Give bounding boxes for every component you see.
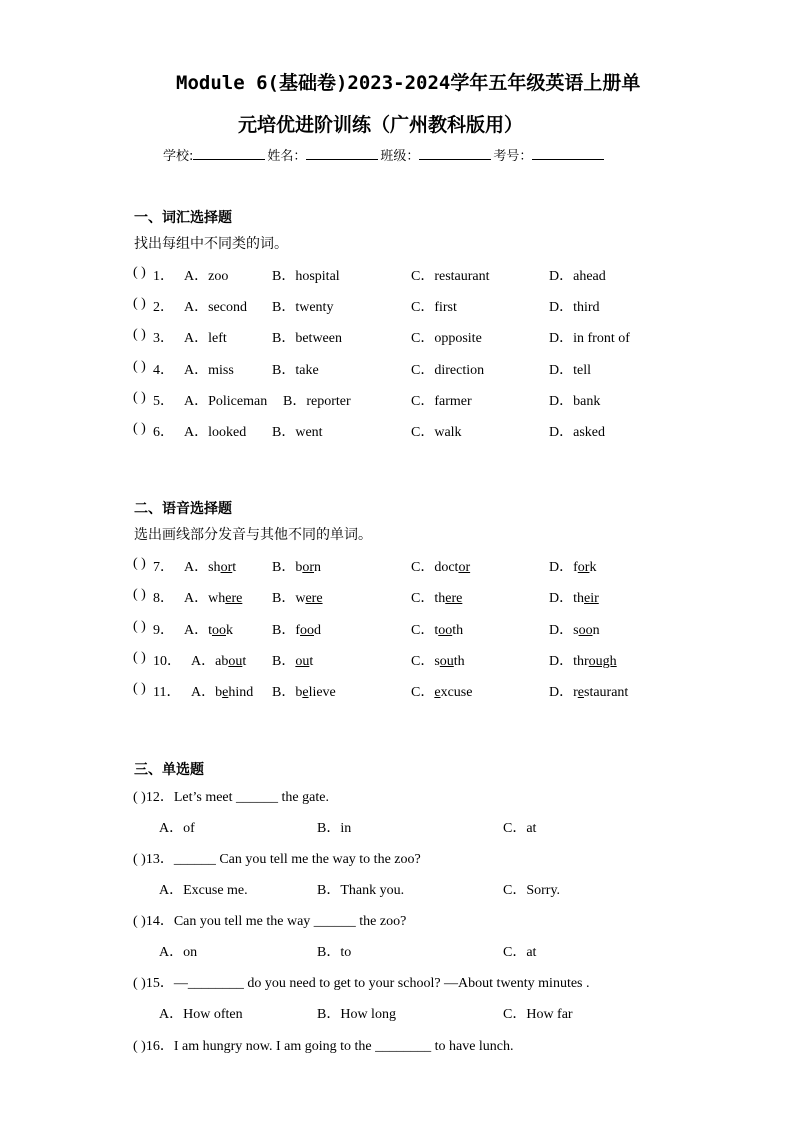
option-c[interactable]: C．How far — [503, 1007, 573, 1022]
underlined-part: ere — [445, 591, 463, 606]
option-b — [272, 587, 323, 607]
question-stem: ( )16．I am hungry now. I am going to the ________ to have lunch. — [133, 1039, 514, 1054]
option-c — [411, 587, 462, 607]
section2-instruction: 选出画线部分发音与其他不同的单词。 — [134, 527, 372, 543]
exam-no-blank[interactable] — [532, 147, 604, 160]
underlined-part: or — [458, 560, 471, 575]
question-number: 4． — [153, 363, 174, 378]
question-number: 9． — [153, 623, 174, 638]
option-d — [549, 556, 596, 576]
underlined-part: ere — [305, 591, 323, 606]
underlined-part: oo — [300, 623, 314, 638]
option-b[interactable]: B．How long — [317, 1007, 396, 1022]
answer-paren[interactable]: ( ) — [133, 587, 146, 602]
name-label: 姓名： — [267, 149, 307, 164]
option-b[interactable]: B．in — [317, 821, 352, 836]
option-b: B．went — [272, 425, 323, 440]
option-suffix: t — [232, 560, 237, 575]
school-blank[interactable] — [193, 147, 265, 160]
option-prefix: A．sh — [184, 560, 221, 575]
question-number: 6． — [153, 425, 174, 440]
option-a: A．zoo — [184, 269, 229, 284]
option-prefix: B．f — [272, 623, 300, 638]
underlined-part: e — [222, 685, 229, 700]
option-prefix: C． — [411, 685, 435, 700]
option-a — [191, 681, 253, 701]
option-suffix: t — [309, 654, 314, 669]
question-number: 7． — [153, 560, 174, 575]
option-a: A．looked — [184, 425, 247, 440]
option-d — [549, 650, 617, 670]
answer-paren[interactable]: ( ) — [133, 556, 146, 571]
option-c: C．farmer — [411, 394, 472, 409]
underlined-part: e — [577, 685, 584, 700]
option-a: A．second — [184, 300, 247, 315]
name-blank[interactable] — [306, 147, 378, 160]
underlined-part: ou — [228, 654, 243, 669]
page-title-line1: Module 6(基础卷)2023-2024学年五年级英语上册单 — [176, 72, 641, 94]
answer-paren[interactable]: ( ) — [133, 327, 146, 342]
option-prefix: B．b — [272, 685, 303, 700]
option-b — [272, 681, 336, 701]
option-c: C．direction — [411, 363, 485, 378]
class-label: 班级： — [380, 149, 420, 164]
section1-instruction: 找出每组中不同类的词。 — [134, 236, 288, 252]
option-c — [411, 681, 472, 701]
option-prefix: D．th — [549, 591, 584, 606]
underlined-part: e — [434, 685, 441, 700]
option-b: B．take — [272, 363, 319, 378]
option-prefix: C．t — [411, 623, 439, 638]
option-suffix: hind — [228, 685, 254, 700]
option-c: C．first — [411, 300, 457, 315]
option-suffix: xcuse — [440, 685, 473, 700]
underlined-part: eir — [584, 591, 599, 606]
option-c — [411, 556, 470, 576]
option-prefix: B．b — [272, 560, 303, 575]
option-a: A．Policeman — [184, 394, 268, 409]
option-d: D．tell — [549, 363, 591, 378]
option-suffix: d — [314, 623, 321, 638]
option-prefix: B． — [272, 654, 296, 669]
section3-title: 三、单选题 — [134, 762, 204, 778]
answer-paren[interactable]: ( ) — [133, 619, 146, 634]
section2-title: 二、语音选择题 — [134, 501, 232, 517]
question-number: 2． — [153, 300, 174, 315]
answer-paren[interactable]: ( ) — [133, 296, 146, 311]
option-b[interactable]: B．to — [317, 945, 352, 960]
option-suffix: th — [452, 623, 464, 638]
question-number: 5． — [153, 394, 174, 409]
option-b: B．between — [272, 331, 342, 346]
question-stem: ( )13．______ Can you tell me the way to the zoo? — [133, 852, 421, 867]
option-a[interactable]: A．Excuse me. — [159, 883, 248, 898]
option-suffix: lieve — [308, 685, 336, 700]
answer-paren[interactable]: ( ) — [133, 390, 146, 405]
question-stem: ( )12．Let’s meet ______ the gate. — [133, 790, 329, 805]
option-b — [272, 556, 321, 576]
option-prefix: C．s — [411, 654, 440, 669]
option-prefix: D．r — [549, 685, 578, 700]
option-a — [191, 650, 246, 670]
question-number: 10． — [153, 654, 181, 669]
option-b[interactable]: B．Thank you. — [317, 883, 405, 898]
option-b: B．twenty — [272, 300, 334, 315]
option-suffix: k — [589, 560, 597, 575]
option-suffix: th — [453, 654, 465, 669]
question-number: 8． — [153, 591, 174, 606]
underlined-part: ou — [439, 654, 454, 669]
underlined-part: ou — [295, 654, 310, 669]
option-a[interactable]: A．on — [159, 945, 198, 960]
option-b — [272, 650, 313, 670]
option-prefix: B．w — [272, 591, 306, 606]
underlined-part: or — [577, 560, 590, 575]
option-d: D．asked — [549, 425, 605, 440]
answer-paren[interactable]: ( ) — [133, 681, 146, 696]
underlined-part: oo — [438, 623, 453, 638]
option-a[interactable]: A．How often — [159, 1007, 243, 1022]
option-a — [184, 587, 242, 607]
option-prefix: C．doct — [411, 560, 459, 575]
school-label: 学校: — [163, 149, 194, 164]
option-c[interactable]: C．at — [503, 945, 537, 960]
option-c: C．restaurant — [411, 269, 490, 284]
underlined-part: e — [302, 685, 309, 700]
option-b — [272, 619, 321, 639]
option-d: D．bank — [549, 394, 601, 409]
option-c[interactable]: C．at — [503, 821, 537, 836]
question-stem: ( )14．Can you tell me the way ______ the zoo? — [133, 914, 407, 929]
option-d: D．ahead — [549, 269, 606, 284]
option-d — [549, 681, 628, 701]
option-a — [184, 619, 233, 639]
option-c[interactable]: C．Sorry. — [503, 883, 561, 898]
option-a: A．miss — [184, 363, 234, 378]
option-b: B．hospital — [272, 269, 340, 284]
option-d — [549, 587, 599, 607]
question-stem: ( )15．—________ do you need to get to your school? —About twenty minutes . — [133, 976, 590, 991]
option-prefix: D．thr — [549, 654, 589, 669]
option-suffix: t — [242, 654, 247, 669]
option-prefix: A．b — [191, 685, 223, 700]
class-blank[interactable] — [419, 147, 491, 160]
option-a[interactable]: A．of — [159, 821, 195, 836]
option-suffix: n — [314, 560, 322, 575]
option-suffix: staurant — [584, 685, 629, 700]
student-info-line — [163, 145, 606, 164]
option-c — [411, 650, 465, 670]
option-d: D．in front of — [549, 331, 630, 346]
answer-paren[interactable]: ( ) — [133, 650, 146, 665]
underlined-part: ere — [225, 591, 243, 606]
option-prefix: C．th — [411, 591, 446, 606]
question-number: 11． — [153, 685, 181, 700]
underlined-part: oo — [578, 623, 593, 638]
option-d: D．third — [549, 300, 600, 315]
answer-paren[interactable]: ( ) — [133, 359, 146, 374]
option-prefix: D．f — [549, 560, 578, 575]
answer-paren[interactable]: ( ) — [133, 265, 146, 280]
underlined-part: or — [220, 560, 233, 575]
option-prefix: A．ab — [191, 654, 229, 669]
option-a: A．left — [184, 331, 227, 346]
section1-title: 一、词汇选择题 — [134, 210, 232, 226]
option-prefix: D．s — [549, 623, 579, 638]
option-prefix: A．wh — [184, 591, 226, 606]
option-a — [184, 556, 236, 576]
answer-paren[interactable]: ( ) — [133, 421, 146, 436]
option-d — [549, 619, 600, 639]
option-suffix: k — [226, 623, 233, 638]
option-prefix: A．t — [184, 623, 212, 638]
option-b: B．reporter — [283, 394, 351, 409]
question-number: 1． — [153, 269, 174, 284]
underlined-part: ough — [588, 654, 617, 669]
underlined-part: oo — [212, 623, 226, 638]
option-c — [411, 619, 463, 639]
page-title-line2: 元培优进阶训练（广州教科版用） — [238, 114, 524, 136]
option-suffix: n — [592, 623, 600, 638]
exam-no-label: 考号： — [493, 149, 533, 164]
option-c: C．opposite — [411, 331, 482, 346]
option-c: C．walk — [411, 425, 462, 440]
underlined-part: or — [302, 560, 315, 575]
question-number: 3． — [153, 331, 174, 346]
